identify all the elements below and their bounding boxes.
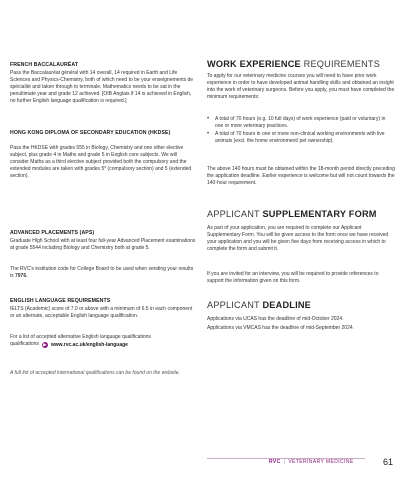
page-number: 61	[382, 457, 393, 467]
english-heading: ENGLISH LANGUAGE REQUIREMENTS	[10, 298, 111, 304]
work-requirements-list	[207, 116, 395, 145]
supp-heading-light: APPLICANT	[207, 209, 263, 219]
alt-english-text: For a list of accepted alternative English language qualifications	[10, 334, 151, 340]
supp-heading-bold: SUPPLEMENTARY FORM	[262, 209, 377, 219]
deadline-heading-bold: DEADLINE	[262, 300, 312, 310]
footer-department: VETERINARY MEDICINE	[288, 459, 354, 465]
supplementary-form-note: If you are invited for an interview, you will be required to provide references to support the information given on this form.	[207, 271, 379, 284]
hkdse-text: Pass the HKDSE with grades 555 in Biology, Chemistry and one other elective subject, plus grade 4 in Maths and grade 5 in English core subjects. We will consider Maths as a third elective subject provided both the compulsory and the extended modules are taken with grades 5* (compulsory section) and 5 (extended section).	[10, 145, 192, 179]
english-text: IELTS (Academic) score of 7.0 or above with a minimum of 6.5 in each component or an alternate, acceptable English language qualification.	[10, 306, 193, 319]
work-note: The above 140 hours must be obtained within the 18-month period directly preceding the application deadline. Earlier experience is welcome but will not count towards the 140-hour requirement.	[207, 166, 395, 186]
deadline-heading	[207, 300, 395, 311]
deadline-vmcas: Applications via VMCAS has the deadline of mid-September 2024.	[207, 325, 355, 331]
international-note: A full list of accepted international qualifications can be found on the website.	[10, 370, 180, 376]
ap-code-prefix: The RVC's institution code for College Board to be used when sending your results is	[10, 266, 194, 279]
ap-heading: ADVANCED PLACEMENTS (APS)	[10, 230, 95, 236]
deadline-ucas: Applications via UCAS has the deadline of mid-October 2024.	[207, 316, 344, 322]
work-experience-text: To apply for our veterinary medicine courses you will need to have prior work experience in order to have developed animal handling skills and obtained an insight into the work of veterinary surgeons. Before you apply, you must have completed the minimum requirements:	[207, 73, 395, 100]
work-heading-bold: WORK EXPERIENCE	[207, 59, 301, 69]
french-bacc-text: Pass the Baccalauréat général with 14 overall, 14 required in Earth and Life Sciences and Physics-Chemistry, both of which need to be your enseignements de spécialité and taken through to terminale. Mathematics needs to be sat in the penultimate year and grade 12 achieved. [OIB Anglais if 14 is achieved in English, no further English language qualification is required.]	[10, 70, 194, 104]
footer-label	[269, 459, 354, 466]
alt-english-link-row[interactable]	[10, 341, 196, 348]
work-requirement-1: • A total of 70 hours (e.g. 10 full days) of work experience (paid or voluntary) in one or more veterinary practices.	[207, 116, 395, 130]
ap-text: Graduate High School with at least four full-year Advanced Placement examinations at grade 5544 including Biology and Chemistry both at grade 5.	[10, 238, 196, 251]
arrow-right-icon: ▶	[43, 341, 47, 347]
supplementary-form-heading	[207, 209, 395, 220]
french-bacc-heading: FRENCH BACCALAURÉAT	[10, 62, 79, 68]
footer-brand: RVC	[269, 459, 281, 465]
footer-separator: |	[283, 459, 286, 465]
work-heading-light: REQUIREMENTS	[300, 59, 381, 69]
page-footer	[207, 458, 395, 470]
english-language-link[interactable]: www.rvc.ac.uk/english-language	[50, 341, 128, 348]
supplementary-form-text: As part of your application, you are required to complete our Applicant Supplementary Form. You will be given access to the form once we have received your application and you will be given five days from receiving access in which to complete the form and submit it.	[207, 225, 389, 252]
hkdse-heading: HONG KONG DIPLOMA OF SECONDARY EDUCATION (HKDSE)	[10, 130, 171, 136]
deadline-heading-light: APPLICANT	[207, 300, 263, 310]
work-requirement-2: • A total of 70 hours in one or more non-clinical working environments with live animals (excl. the home environment/ pet ownership).	[207, 131, 395, 145]
ap-code-value: 7976.	[15, 273, 28, 279]
work-experience-heading	[207, 59, 395, 70]
qualifications-word: qualifications	[10, 341, 39, 347]
ap-code-text	[10, 266, 196, 280]
